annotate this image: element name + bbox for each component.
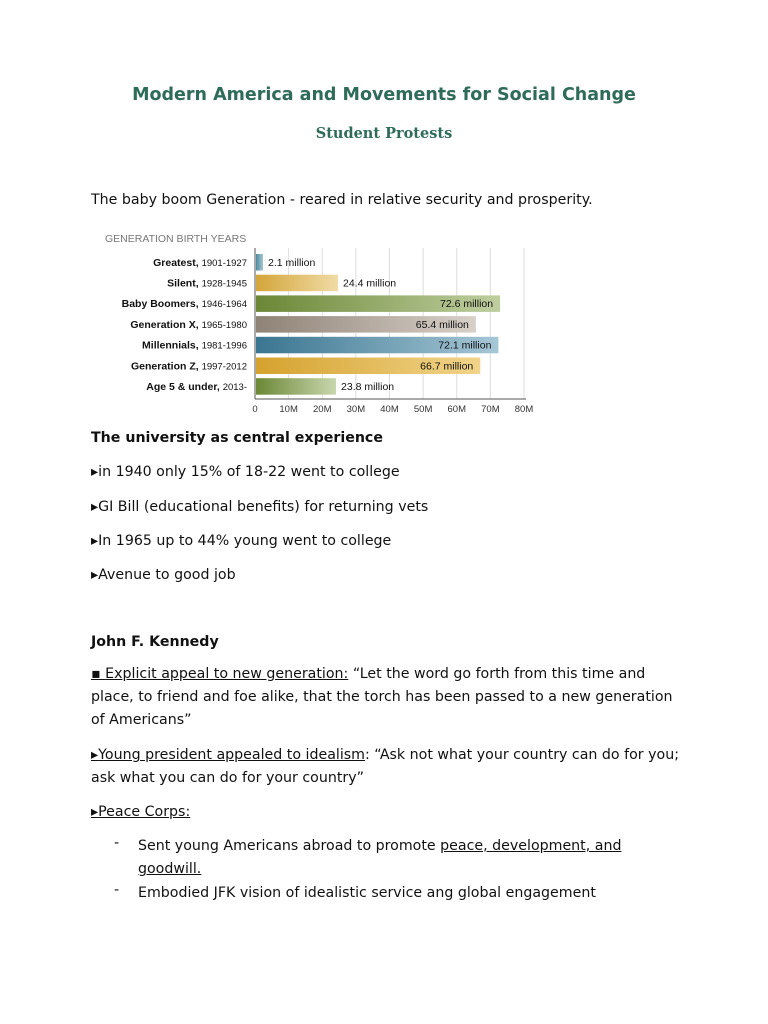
category-label bbox=[146, 381, 247, 393]
x-tick-label: 50M bbox=[413, 404, 433, 415]
bar-value-label: 24.4 million bbox=[343, 277, 397, 290]
category-name: Generation X, bbox=[130, 318, 202, 331]
bar-value-label: 23.8 million bbox=[341, 380, 395, 393]
category-name: Age 5 & under, bbox=[146, 380, 223, 393]
x-tick-label: 40M bbox=[380, 404, 399, 415]
x-tick-label: 80M bbox=[514, 404, 534, 415]
bar-value-label: 66.7 million bbox=[420, 360, 474, 373]
item-marker: ▸ bbox=[91, 747, 99, 763]
category-name: Greatest, bbox=[153, 256, 202, 269]
category-name: Millennials, bbox=[142, 339, 202, 352]
dash-bullet: - bbox=[114, 835, 120, 851]
category-label bbox=[130, 319, 247, 331]
category-years: 1965-1980 bbox=[201, 319, 247, 331]
item-label: Young president appealed to idealism bbox=[98, 747, 366, 763]
bar-value-label: 72.6 million bbox=[439, 298, 494, 311]
category-name: Baby Boomers, bbox=[121, 298, 202, 311]
section2-heading: John F. Kennedy bbox=[91, 634, 219, 650]
item-label: Explicit appeal to new generation: bbox=[105, 666, 349, 682]
x-tick-label: 20M bbox=[313, 404, 332, 415]
section1-heading: The university as central experience bbox=[91, 430, 383, 446]
category-label bbox=[167, 277, 247, 289]
section1-bullet: ▸GI Bill (educational benefits) for returning vets bbox=[91, 499, 429, 515]
category-years: 1946-1964 bbox=[201, 299, 247, 311]
x-tick-label: 0 bbox=[252, 404, 258, 415]
category-years: 1981-1996 bbox=[201, 340, 247, 352]
category-label bbox=[142, 340, 247, 352]
x-tick-label: 70M bbox=[481, 404, 500, 415]
item-label: Peace Corps: bbox=[98, 804, 191, 820]
x-tick-label: 10M bbox=[279, 404, 298, 415]
peace-corps-subitem: Embodied JFK vision of idealistic service ang global engagement bbox=[138, 885, 596, 901]
x-tick-label: 30M bbox=[346, 404, 366, 415]
section1-bullet: ▸In 1965 up to 44% young went to college bbox=[91, 533, 392, 549]
dash-bullet: - bbox=[114, 882, 120, 898]
category-years: 1997-2012 bbox=[201, 361, 247, 373]
item-text: : “Ask not what your country can do for you; ask what you can do for your country” bbox=[91, 747, 679, 786]
generation-bar-chart bbox=[100, 228, 540, 418]
category-label bbox=[122, 298, 247, 310]
section1-bullet: ▸in 1940 only 15% of 18-22 went to college bbox=[91, 464, 400, 480]
peace-corps-subitem bbox=[138, 835, 658, 881]
bar bbox=[256, 378, 336, 395]
category-name: Generation Z, bbox=[130, 360, 202, 373]
bar bbox=[256, 275, 338, 292]
section1-bullet: ▸Avenue to good job bbox=[91, 567, 236, 583]
item-text: “Let the word go forth from this time and place, to friend and foe alike, that the torch has been passed to a new generation of Americans” bbox=[91, 666, 673, 728]
subitem-link-text: peace, development, and goodwill. bbox=[138, 838, 622, 877]
category-label bbox=[131, 360, 247, 372]
category-years: 1901-1927 bbox=[201, 257, 247, 269]
jfk-item-idealism bbox=[91, 744, 681, 790]
document-subtitle: Student Protests bbox=[315, 125, 453, 142]
category-name: Silent, bbox=[167, 277, 202, 290]
bar-value-label: 65.4 million bbox=[415, 318, 469, 331]
item-marker: ▸ bbox=[91, 804, 99, 820]
category-years: 2013- bbox=[222, 381, 247, 393]
jfk-item-peace-corps bbox=[91, 801, 681, 824]
category-years: 1928-1945 bbox=[201, 278, 247, 290]
jfk-item-explicit-appeal bbox=[91, 663, 681, 732]
bar-value-label: 72.1 million bbox=[438, 339, 492, 352]
bar bbox=[256, 254, 263, 271]
item-marker: ▪ bbox=[91, 666, 106, 682]
category-label bbox=[153, 257, 247, 269]
x-tick-label: 60M bbox=[447, 404, 466, 415]
subitem-text: Sent young Americans abroad to promote bbox=[138, 838, 441, 854]
chart-title: GENERATION BIRTH YEARS bbox=[105, 233, 247, 245]
document-title: Modern America and Movements for Social Change bbox=[132, 85, 636, 105]
intro-paragraph: The baby boom Generation - reared in relative security and prosperity. bbox=[91, 192, 593, 208]
bar-value-label: 2.1 million bbox=[268, 256, 316, 269]
